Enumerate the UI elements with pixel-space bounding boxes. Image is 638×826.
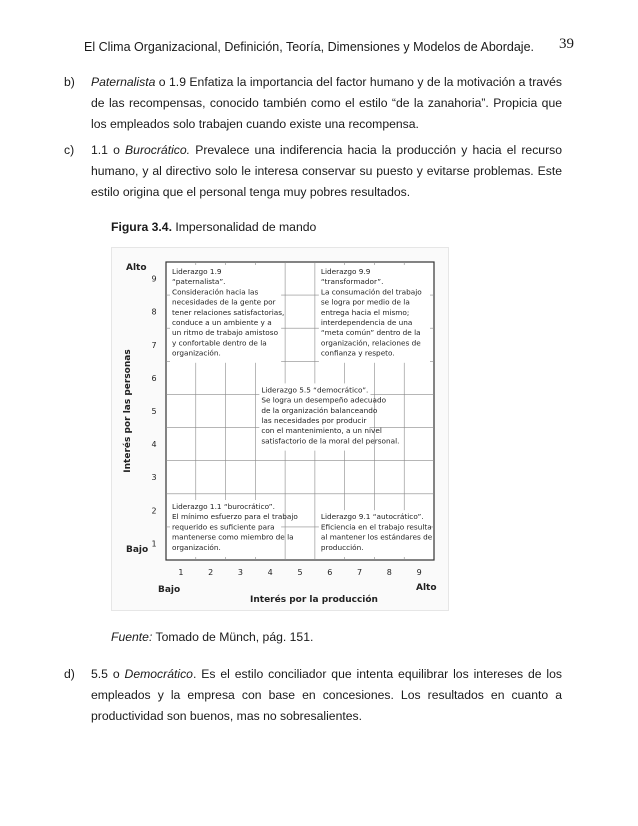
style-box-line: tener relaciones satisfactorias, — [172, 307, 285, 317]
figure-source-label: Fuente: — [111, 630, 153, 644]
item-text — [91, 72, 562, 135]
item-body: Prevalece una indiferencia hacia la producción y hacia el recurso humano, y al directivo solo le interesa conservar su puesto y evitarse problemas. Este estilo origina que el personal tenga muy pobres resultados. — [91, 143, 562, 199]
item-marker: c) — [64, 143, 75, 157]
style-box-line: Consideración hacia las — [172, 287, 259, 297]
figure-caption — [111, 220, 316, 234]
item-body: o 1.9 Enfatiza la importancia del factor humano y de la motivación a través de las recompensas, conocido también como el estilo “de la zanahoria”. Propicia que los empleados solo trabajen cuando existe una recompensa. — [91, 75, 562, 131]
style-box-line: satisfactorio de la moral del personal. — [261, 436, 400, 446]
item-term: Paternalista — [91, 75, 156, 89]
item-term: Burocrático. — [125, 143, 191, 157]
style-box-line: “meta común” dentro de la — [320, 328, 421, 338]
style-box-line: necesidades de la gente por — [172, 297, 276, 307]
x-tick-label: 6 — [327, 568, 333, 577]
x-tick-label: 5 — [297, 568, 303, 577]
style-box-line: interdependencia de una — [320, 318, 413, 327]
leadership-grid-chart — [112, 248, 448, 610]
style-box-line: de la organización balanceando — [261, 405, 378, 415]
figure-source — [111, 630, 313, 644]
y-tick-label: 8 — [151, 307, 157, 317]
style-box-line: Liderazgo 9.9 — [320, 267, 371, 276]
y-tick-label: 4 — [151, 440, 157, 450]
style-box-line: Liderazgo 1.9 — [172, 267, 222, 276]
item-marker: b) — [64, 75, 75, 89]
x-tick-label: 8 — [386, 568, 392, 577]
style-box-line: “transformador”. — [320, 277, 384, 287]
style-box-line: y confortable dentro de la — [172, 338, 267, 348]
list-item-b — [64, 72, 562, 135]
style-box-line: requerido es suficiente para — [172, 522, 275, 532]
item-lead: 1.1 o — [91, 143, 126, 157]
y-axis-label: Interés por las personas — [123, 349, 133, 473]
x-tick-label: 2 — [208, 568, 214, 577]
y-axis-high-label: Alto — [126, 263, 147, 273]
y-tick-label: 5 — [151, 407, 157, 416]
style-box-line: organización, relaciones de — [320, 338, 421, 348]
style-box-line: Se logra un desempeño adecuado — [261, 395, 387, 405]
style-box-line: con el mantenimiento, a un nivel — [261, 426, 382, 436]
style-box-line: Eficiencia en el trabajo resulta — [320, 522, 432, 532]
y-tick-label: 9 — [151, 274, 157, 284]
y-tick-label: 1 — [151, 539, 157, 549]
style-box-line: Liderazgo 1.1 “burocrático”. — [172, 502, 275, 511]
style-box-line: La consumación del trabajo — [320, 287, 422, 297]
item-text — [91, 664, 562, 727]
page-header — [84, 34, 574, 58]
style-box-line: organización. — [172, 542, 221, 552]
y-tick-label: 2 — [151, 506, 157, 516]
style-box-line: confianza y respeto. — [320, 348, 395, 358]
x-tick-label: 7 — [357, 568, 363, 577]
x-tick-label: 1 — [178, 568, 184, 577]
y-tick-label: 3 — [151, 473, 157, 483]
item-lead: 5.5 o — [91, 667, 125, 681]
style-box-line: mantenerse como miembro de la — [172, 532, 294, 542]
style-box-line: “paternalista”. — [172, 277, 226, 287]
y-tick-label: 6 — [151, 373, 157, 383]
y-tick-label: 7 — [151, 340, 157, 350]
item-body: . Es el estilo conciliador que intenta equilibrar los intereses de los empleados y la empresa con base en concesiones. Los resultados en cuanto a productividad son buenos, mas no sobresalientes. — [91, 667, 562, 723]
x-axis-high-label: Alto — [416, 583, 437, 593]
x-tick-label: 3 — [237, 568, 243, 577]
style-box-line: Liderazgo 5.5 “democrático”. — [261, 385, 369, 395]
list-item-c — [64, 140, 562, 203]
figure-caption-text: Impersonalidad de mando — [171, 220, 317, 234]
x-tick-label: 4 — [267, 568, 273, 577]
style-box-line: un ritmo de trabajo amistoso — [172, 328, 279, 338]
style-box-line: El mínimo esfuerzo para el trabajo — [172, 512, 298, 522]
style-box-line: se logra por medio de la — [320, 297, 410, 307]
item-marker: d) — [64, 667, 75, 681]
item-term: Democrático — [124, 667, 193, 681]
list-item-d — [64, 664, 562, 727]
figure-source-text: Tomado de Münch, pág. 151. — [152, 630, 314, 644]
style-box-line: entrega hacia el mismo; — [320, 307, 410, 317]
running-title: El Clima Organizacional, Definición, Teoría, Dimensiones y Modelos de Abordaje. — [84, 40, 534, 54]
style-box-line: al mantener los estándares de — [320, 532, 433, 542]
x-tick-label: 9 — [416, 568, 422, 577]
figure-caption-label: Figura 3.4. — [111, 220, 172, 234]
leadership-grid-figure — [111, 247, 449, 611]
x-axis-label: Interés por la producción — [250, 595, 378, 605]
item-text — [91, 140, 562, 203]
x-axis-low-label: Bajo — [158, 585, 181, 595]
style-box-line: las necesidades por producir — [261, 416, 367, 425]
style-box-line: organización. — [172, 348, 221, 358]
page-number: 39 — [559, 36, 574, 52]
style-box-line: conduce a un ambiente y a — [172, 318, 272, 327]
style-box-line: Liderazgo 9.1 “autocrático”. — [320, 512, 424, 522]
y-axis-low-label: Bajo — [126, 545, 149, 555]
style-box-line: producción. — [320, 542, 364, 552]
